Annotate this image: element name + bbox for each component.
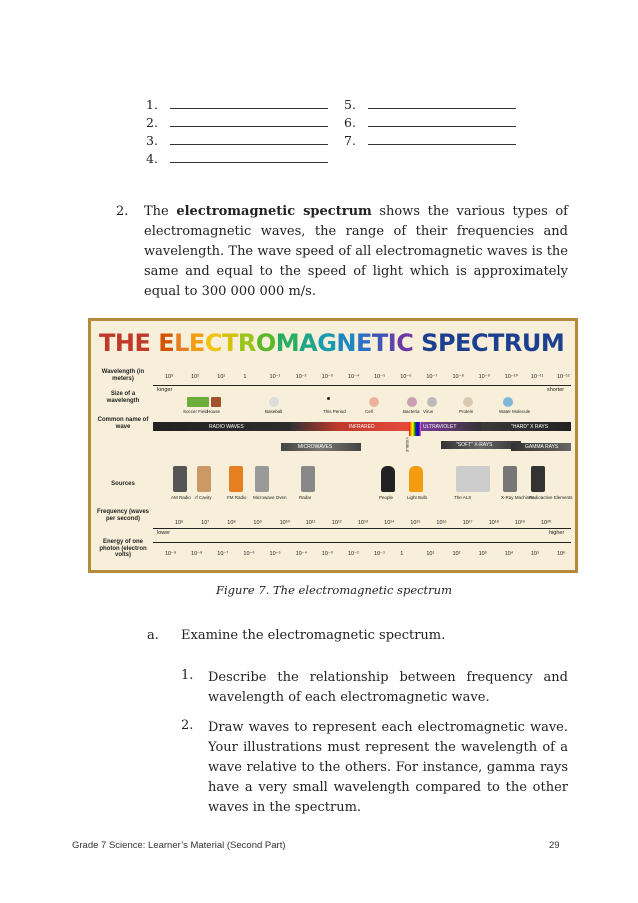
electromagnetic-spectrum-figure	[88, 318, 578, 573]
row-label-size: Size of a wavelength	[106, 391, 140, 404]
source-label: Microwave Oven	[253, 495, 287, 500]
tick-label: 10⁵	[530, 551, 540, 557]
source-icon	[301, 466, 315, 492]
source-label: Light Bulb	[407, 495, 428, 500]
tick-label: 10¹²	[331, 520, 342, 526]
size-object-label: Virus	[423, 409, 434, 414]
tick-label: 10⁶	[175, 520, 184, 526]
size-object-icon	[463, 397, 473, 407]
tick-label: 10⁴	[504, 551, 514, 557]
tick-label: 10⁻³	[321, 551, 333, 557]
tick-label: 10⁻⁷	[426, 374, 438, 380]
tick-label: 10⁻⁸	[452, 374, 464, 380]
tick-label: 10⁷	[201, 520, 210, 526]
source-icon	[381, 466, 395, 492]
answer-blank[interactable]: 6.	[344, 115, 516, 130]
tick-label: 10²	[191, 374, 200, 380]
tick-label: 10⁻⁴	[347, 374, 360, 380]
tick-label: 10⁻⁹	[478, 374, 490, 380]
wavelength-arrow	[153, 385, 571, 386]
source-label: AM Radio	[171, 495, 191, 500]
title-part: I	[387, 329, 397, 357]
footer-text: Grade 7 Science: Learner’s Material (Second Part)	[72, 840, 286, 851]
tick-label: 10⁻⁹	[165, 551, 177, 557]
tick-label: 10⁻⁸	[191, 551, 203, 557]
figure-title	[99, 329, 564, 357]
size-object-label: This Period	[323, 409, 346, 414]
tick-label: 10⁻¹⁰	[504, 374, 518, 380]
ultraviolet-label: ULTRAVIOLET	[423, 424, 457, 430]
tick-label: 10⁻⁵	[374, 374, 386, 380]
item-number: 2.	[181, 718, 194, 733]
row-label-wavelength: Wavelength (in meters)	[101, 369, 145, 382]
size-object-label: Baseball	[265, 409, 283, 414]
answer-blank[interactable]: 4.	[146, 151, 328, 166]
tick-label: 10⁻²	[347, 551, 359, 557]
tick-label: 10⁻⁷	[217, 551, 229, 557]
size-object-icon	[327, 397, 330, 400]
visible-band	[409, 422, 421, 436]
row-label-frequency: Frequency (waves per second)	[96, 509, 150, 522]
answer-blank[interactable]: 2.	[146, 115, 328, 130]
title-part: A	[299, 329, 318, 357]
tick-label: 10¹⁶	[436, 520, 447, 526]
tick-label: 10⁻⁶	[243, 551, 255, 557]
tick-label: 10⁻⁴	[295, 551, 308, 557]
longer-label: longer	[157, 387, 173, 393]
tick-label: 10³	[165, 374, 173, 380]
higher-label: higher	[549, 530, 565, 536]
tick-label: 10¹⁹	[514, 520, 526, 526]
item-text: Describe the relationship between frequency and wavelength of each electromagnetic wave.	[208, 670, 568, 705]
answer-blank[interactable]: 7.	[344, 133, 516, 148]
size-object-icon	[407, 397, 417, 407]
size-object-label: House	[207, 409, 221, 414]
tick-label: 10⁻⁵	[269, 551, 281, 557]
task-letter: a.	[147, 628, 159, 643]
source-icon	[409, 466, 423, 492]
tick-label: 10⁻²	[295, 374, 307, 380]
soft-xrays-label: "SOFT" X-RAYS	[456, 442, 493, 448]
title-part: THE	[99, 329, 159, 357]
title-part: M	[275, 329, 300, 357]
hard-xrays-label: "HARD" X RAYS	[511, 424, 549, 430]
tick-label: 10⁻⁶	[400, 374, 412, 380]
tick-label: 1	[243, 374, 247, 380]
tick-label: 10³	[478, 551, 487, 557]
size-object-label: Water Molecule	[499, 409, 531, 414]
frequency-arrow	[153, 528, 571, 529]
radio-waves-label: RADIO WAVES	[209, 424, 244, 430]
title-part: G	[317, 329, 337, 357]
answer-blank[interactable]: 5.	[344, 97, 516, 112]
spectrum-paragraph: 2. The electromagnetic spectrum shows the various types of electromagnetic waves, the range of their frequencies and wavelength. The wave speed of all electromagnetic waves is the same and equal to the speed of light which is approximately equal to 300 000 000 m/s.	[116, 204, 568, 299]
title-part: C	[204, 329, 222, 357]
tick-label: 10⁻³	[321, 374, 333, 380]
size-object-icon	[427, 397, 437, 407]
lower-label: lower	[157, 530, 171, 536]
item-number: 1.	[181, 668, 194, 683]
size-object-icon	[211, 397, 221, 407]
answer-blank[interactable]: 3.	[146, 133, 328, 148]
size-object-icon	[187, 397, 209, 407]
tick-label: 10⁻¹	[374, 551, 385, 557]
tick-label: 10⁹	[253, 520, 262, 526]
source-icon	[456, 466, 490, 492]
energy-arrow	[153, 542, 571, 543]
tick-label: 10¹³	[358, 520, 368, 526]
title-part: C	[396, 329, 422, 357]
shorter-label: shorter	[547, 387, 565, 393]
tick-label: 10²	[452, 551, 461, 557]
title-part: E	[158, 329, 175, 357]
source-icon	[255, 466, 269, 492]
source-label: The ALS	[454, 495, 472, 500]
row-label-energy: Energy of one photon (electron volts)	[99, 539, 147, 558]
source-icon	[503, 466, 517, 492]
task-text: Examine the electromagnetic spectrum.	[181, 628, 446, 643]
title-part: T	[371, 329, 388, 357]
source-label: Radioactive Elements	[529, 495, 573, 500]
tick-label: 10⁸	[227, 520, 236, 526]
row-label-common-name: Common name of wave	[97, 417, 149, 430]
tick-label: 10²⁰	[541, 520, 552, 526]
visible-label: VISIBLE	[405, 437, 410, 453]
source-label: X-Ray Machines	[501, 495, 535, 500]
row-label-sources: Sources	[111, 481, 135, 487]
title-part: N	[336, 329, 356, 357]
item-text: Draw waves to represent each electromagnetic wave. Your illustrations must represent the wavelength of a wave relative to the others. For instance, gamma rays have a very small wavelength compared to the other waves in the spectrum.	[208, 720, 568, 815]
source-icon	[531, 466, 545, 492]
title-part: T	[221, 329, 238, 357]
source-label: FM Radio	[227, 495, 247, 500]
tick-label: 10⁶	[557, 551, 566, 557]
title-part: O	[255, 329, 276, 357]
tick-label: 10¹⁴	[384, 520, 395, 526]
tick-label: 10¹⁸	[488, 520, 499, 526]
figure-caption: Figure 7. The electromagnetic spectrum	[216, 583, 452, 597]
source-icon	[173, 466, 187, 492]
page-number: 29	[549, 840, 560, 851]
title-part: E	[188, 329, 205, 357]
tick-label: 1	[400, 551, 404, 557]
source-icon	[197, 466, 211, 492]
tick-label: 10⁻¹	[269, 374, 281, 380]
size-object-label: Bacteria	[403, 409, 420, 414]
source-label: rf Cavity	[195, 495, 212, 500]
size-object-icon	[503, 397, 513, 407]
size-object-label: Soccer Field	[183, 409, 209, 414]
answer-blank[interactable]: 1.	[146, 97, 328, 112]
tick-label: 10¹	[426, 551, 435, 557]
source-icon	[229, 466, 243, 492]
tick-label: 10⁻¹²	[557, 374, 570, 380]
tick-label: 10⁻¹¹	[530, 374, 544, 380]
source-label: People	[379, 495, 394, 500]
microwaves-label: MICROWAVES	[298, 444, 333, 450]
gamma-label: GAMMA RAYS	[525, 444, 559, 450]
size-object-label: Protein	[459, 409, 474, 414]
title-part: L	[174, 329, 189, 357]
bold-term: electromagnetic spectrum	[176, 204, 372, 219]
size-object-icon	[269, 397, 279, 407]
title-part: SPECTRUM	[421, 329, 565, 357]
tick-label: 10¹	[217, 374, 226, 380]
tick-label: 10¹⁰	[279, 520, 290, 526]
tick-label: 10¹⁷	[462, 520, 473, 526]
title-part: R	[237, 329, 256, 357]
tick-label: 10¹⁵	[410, 520, 421, 526]
size-object-icon	[369, 397, 379, 407]
source-label: Radar	[299, 495, 312, 500]
tick-label: 10¹¹	[305, 520, 316, 526]
infrared-label: INFRARED	[349, 424, 375, 430]
size-object-label: Cell	[365, 409, 373, 414]
title-part: E	[355, 329, 372, 357]
